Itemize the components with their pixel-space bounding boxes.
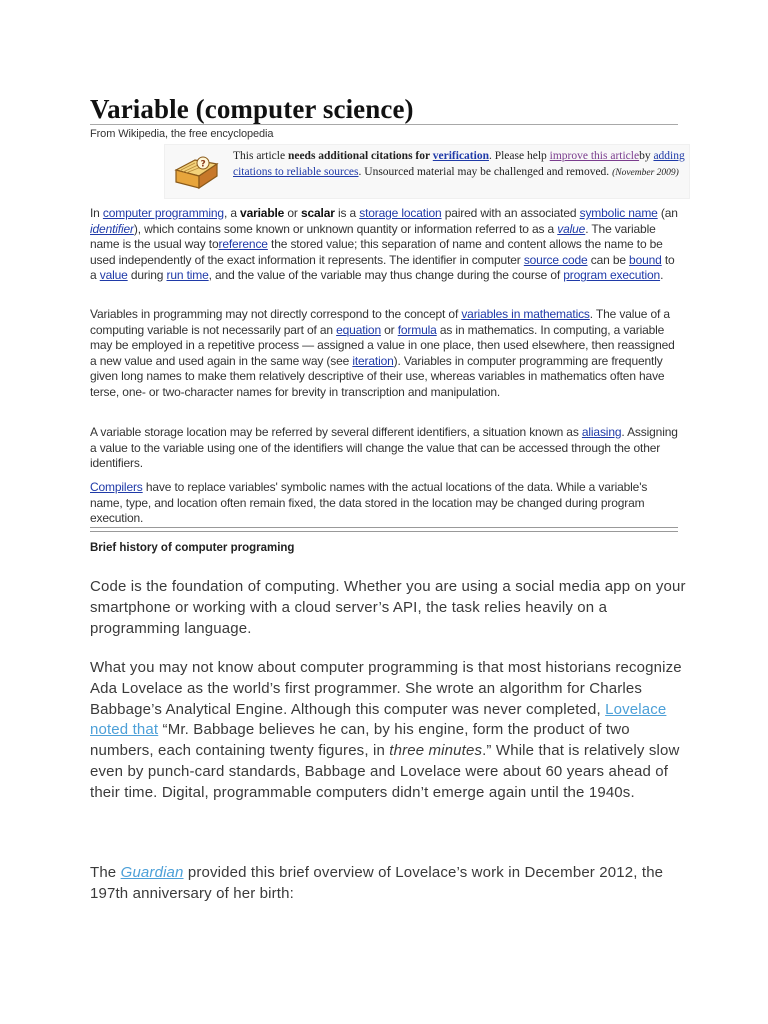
- section-heading: Brief history of computer programing: [90, 542, 295, 554]
- citation-notice: [164, 144, 690, 199]
- book-icon: [173, 152, 221, 194]
- link-value[interactable]: value: [557, 221, 586, 236]
- link-bound[interactable]: bound: [629, 252, 662, 267]
- notice-text: This article: [233, 150, 288, 162]
- text: during: [127, 268, 167, 283]
- body-paragraph-1: Code is the foundation of computing. Whether you are using a social media app on your smartphone or working with a cloud server’s API, the task relies heavily on a programming language.: [90, 578, 686, 637]
- link-equation[interactable]: equation: [336, 322, 381, 337]
- text: is a: [334, 206, 360, 220]
- title-divider: [90, 124, 678, 125]
- text: paired with an associated: [441, 206, 580, 220]
- page-subtitle: From Wikipedia, the free encyclopedia: [90, 128, 274, 140]
- text: A variable storage location may be referred by several different identifiers, a situation known as: [90, 425, 582, 439]
- svg-text:?: ?: [200, 159, 206, 170]
- text: or: [380, 322, 398, 337]
- link-iteration[interactable]: iteration: [352, 353, 394, 368]
- term-scalar: scalar: [300, 206, 335, 220]
- link-identifier[interactable]: identifier: [90, 221, 134, 236]
- text: or: [284, 206, 301, 220]
- text: The: [90, 864, 121, 881]
- text: ), which contains some known or unknown quantity or information referred to as a: [133, 221, 558, 236]
- text: . The value of a computing variable is not necessarily part of an: [90, 307, 670, 337]
- text: . Assigning a value to the variable using one of the identifiers will change the value that can be accessed through the other identifiers.: [90, 425, 678, 471]
- text: ). Variables in computer programming are frequently given long names to make them relatively descriptive of their use, whereas variables in mathematics often have terse, one- or two-character names for brevity in transcription and manipulation.: [90, 353, 665, 399]
- notice-text: by: [639, 150, 654, 162]
- link-storage-location[interactable]: storage location: [359, 206, 442, 220]
- link-computer-programming[interactable]: computer programming: [102, 206, 224, 220]
- notice-bold-text: needs additional citations for: [287, 150, 433, 162]
- notice-text: . Please help: [488, 150, 550, 162]
- text: Variables in programming may not directly correspond to the concept of: [90, 307, 462, 321]
- text: .: [660, 268, 664, 283]
- paragraph-aliasing: [90, 425, 680, 472]
- text: . The variable name is the usual way to: [90, 221, 656, 252]
- add-citations-link[interactable]: adding citations to reliable sources: [233, 150, 685, 178]
- link-aliasing[interactable]: aliasing: [581, 425, 622, 439]
- text: as in mathematics. In computing, a variable may be employed in a repetitive process — assigned a value in one place, then used elsewhere, then reassigned a new value and used again in the same way (see: [90, 322, 675, 368]
- notice-date: (November 2009): [612, 167, 679, 178]
- improve-article-link[interactable]: improve this article: [549, 150, 640, 162]
- text: to a: [90, 252, 675, 283]
- link-lovelace-noted[interactable]: Lovelace noted that: [90, 700, 667, 739]
- section-divider: [90, 527, 678, 532]
- text: In: [90, 206, 103, 220]
- link-symbolic-name[interactable]: symbolic name: [579, 206, 658, 220]
- link-compilers[interactable]: Compilers: [90, 480, 143, 494]
- paragraph-variables-math: [90, 307, 680, 401]
- text: What you may not know about computer programming is that most historians recognize Ada Lovelace as the world’s first programmer. She wrote an algorithm for Charles Babbage’s Analytical Engine. Although this computer was never completed,: [90, 659, 682, 718]
- link-reference[interactable]: reference: [218, 237, 268, 252]
- text: can be: [587, 252, 630, 267]
- body-paragraph-3: [90, 863, 690, 905]
- link-variables-in-mathematics[interactable]: variables in mathematics: [461, 307, 590, 321]
- paragraph-intro: [90, 206, 680, 284]
- link-program-execution[interactable]: program execution: [563, 268, 661, 283]
- link-value[interactable]: value: [99, 268, 128, 283]
- link-run-time[interactable]: run time: [166, 268, 209, 283]
- text: provided this brief overview of Lovelace’s work in December 2012, the 197th anniversary of her birth:: [90, 864, 664, 902]
- page-title: Variable (computer science): [90, 94, 414, 124]
- text: have to replace variables' symbolic names with the actual locations of the data. While a variable's name, type, and location often remain fixed, the data stored in the location may be changed during program execution.: [90, 480, 648, 526]
- link-guardian[interactable]: Guardian: [120, 864, 184, 881]
- notice-text: . Unsourced material may be challenged and removed.: [358, 165, 613, 178]
- text: , a: [223, 206, 241, 220]
- link-source-code[interactable]: source code: [523, 252, 588, 267]
- body-paragraph-2: [90, 658, 690, 804]
- term-variable: variable: [240, 206, 285, 220]
- paragraph-compilers: [90, 480, 680, 527]
- citation-notice-text: [233, 149, 691, 181]
- emphasis-text: three minutes: [389, 742, 483, 760]
- text: , and the value of the variable may thus change during the course of: [208, 268, 564, 283]
- text: “Mr. Babbage believes he can, by his engine, form the product of two numbers, each containing twenty figures, in: [90, 721, 630, 760]
- text: .” While that is relatively slow even by punch-card standards, Babbage and Lovelace were about 60 years ahead of their time. Digital, programmable computers didn’t emerge again until the 1940s.: [90, 742, 680, 801]
- link-formula[interactable]: formula: [397, 322, 437, 337]
- text: the stored value; this separation of name and content allows the name to be used independently of the exact information it represents. The identifier in computer: [90, 237, 663, 267]
- text: (an: [657, 206, 678, 220]
- verification-link[interactable]: verification: [432, 150, 489, 162]
